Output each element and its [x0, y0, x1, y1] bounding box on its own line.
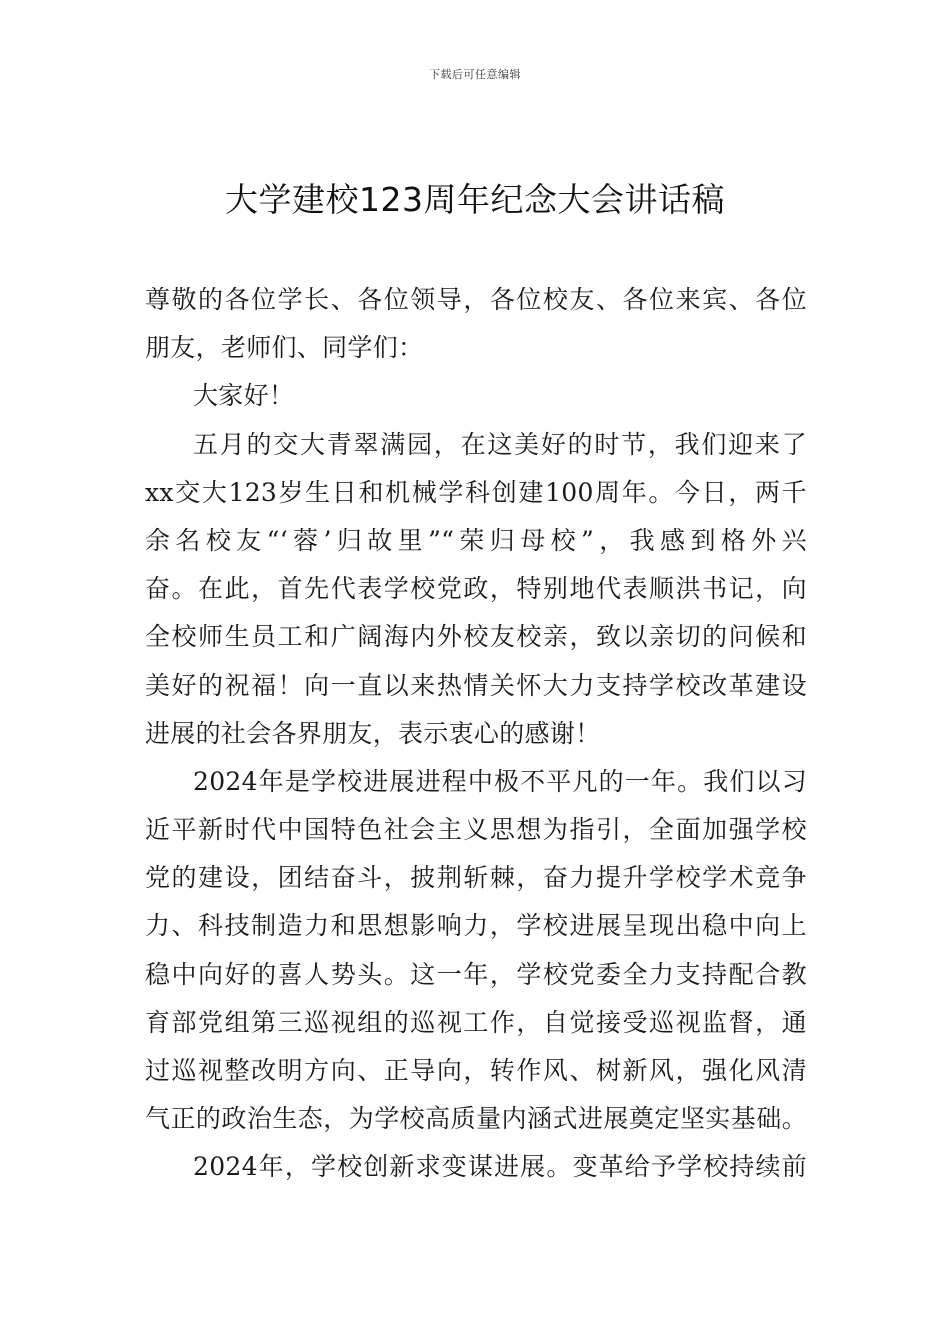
body-line: 大家好！	[193, 381, 295, 411]
body-line: 朋友，老师们、同学们：	[145, 333, 424, 363]
body-line: 余名校友“‘蓉’归故里”“荣归母校”，我感到格外兴	[145, 525, 807, 555]
body-line: 气正的政治生态，为学校高质量内涵式进展奠定坚实基础。	[145, 1104, 807, 1134]
body-line: xx交大123岁生日和机械学科创建100周年。今日，两千	[145, 477, 807, 507]
document-title: 大学建校123周年纪念大会讲话稿	[225, 180, 725, 219]
body-line: 近平新时代中国特色社会主义思想为指引，全面加强学校	[145, 815, 807, 845]
body-line: 2024年是学校进展进程中极不平凡的一年。我们以习	[193, 766, 807, 796]
body-line: 育部党组第三巡视组的巡视工作，自觉接受巡视监督，通	[145, 1007, 807, 1037]
body-line: 力、科技制造力和思想影响力，学校进展呈现出稳中向上	[145, 911, 807, 941]
body-line: 尊敬的各位学长、各位领导，各位校友、各位来宾、各位	[145, 285, 807, 314]
body-line: 过巡视整改明方向、正导向，转作风、树新风，强化风清	[145, 1056, 807, 1085]
body-line: 稳中向好的喜人势头。这一年，学校党委全力支持配合教	[145, 959, 807, 989]
header-note: 下载后可任意编辑	[429, 68, 521, 81]
body-line: 进展的社会各界朋友，表示衷心的感谢！	[145, 718, 601, 748]
body-line: 美好的祝福！向一直以来热情关怀大力支持学校改革建设	[145, 670, 807, 700]
document-body	[145, 276, 807, 1192]
body-line: 奋。在此，首先代表学校党政，特别地代表顺洪书记，向	[145, 574, 807, 604]
body-line: 2024年，学校创新求变谋进展。变革给予学校持续前	[193, 1152, 807, 1182]
body-line: 全校师生员工和广阔海内外校友校亲，致以亲切的问候和	[145, 622, 807, 652]
body-line: 五月的交大青翠满园，在这美好的时节，我们迎来了	[193, 429, 807, 459]
body-line: 党的建设，团结奋斗，披荆斩棘，奋力提升学校学术竞争	[145, 863, 807, 893]
